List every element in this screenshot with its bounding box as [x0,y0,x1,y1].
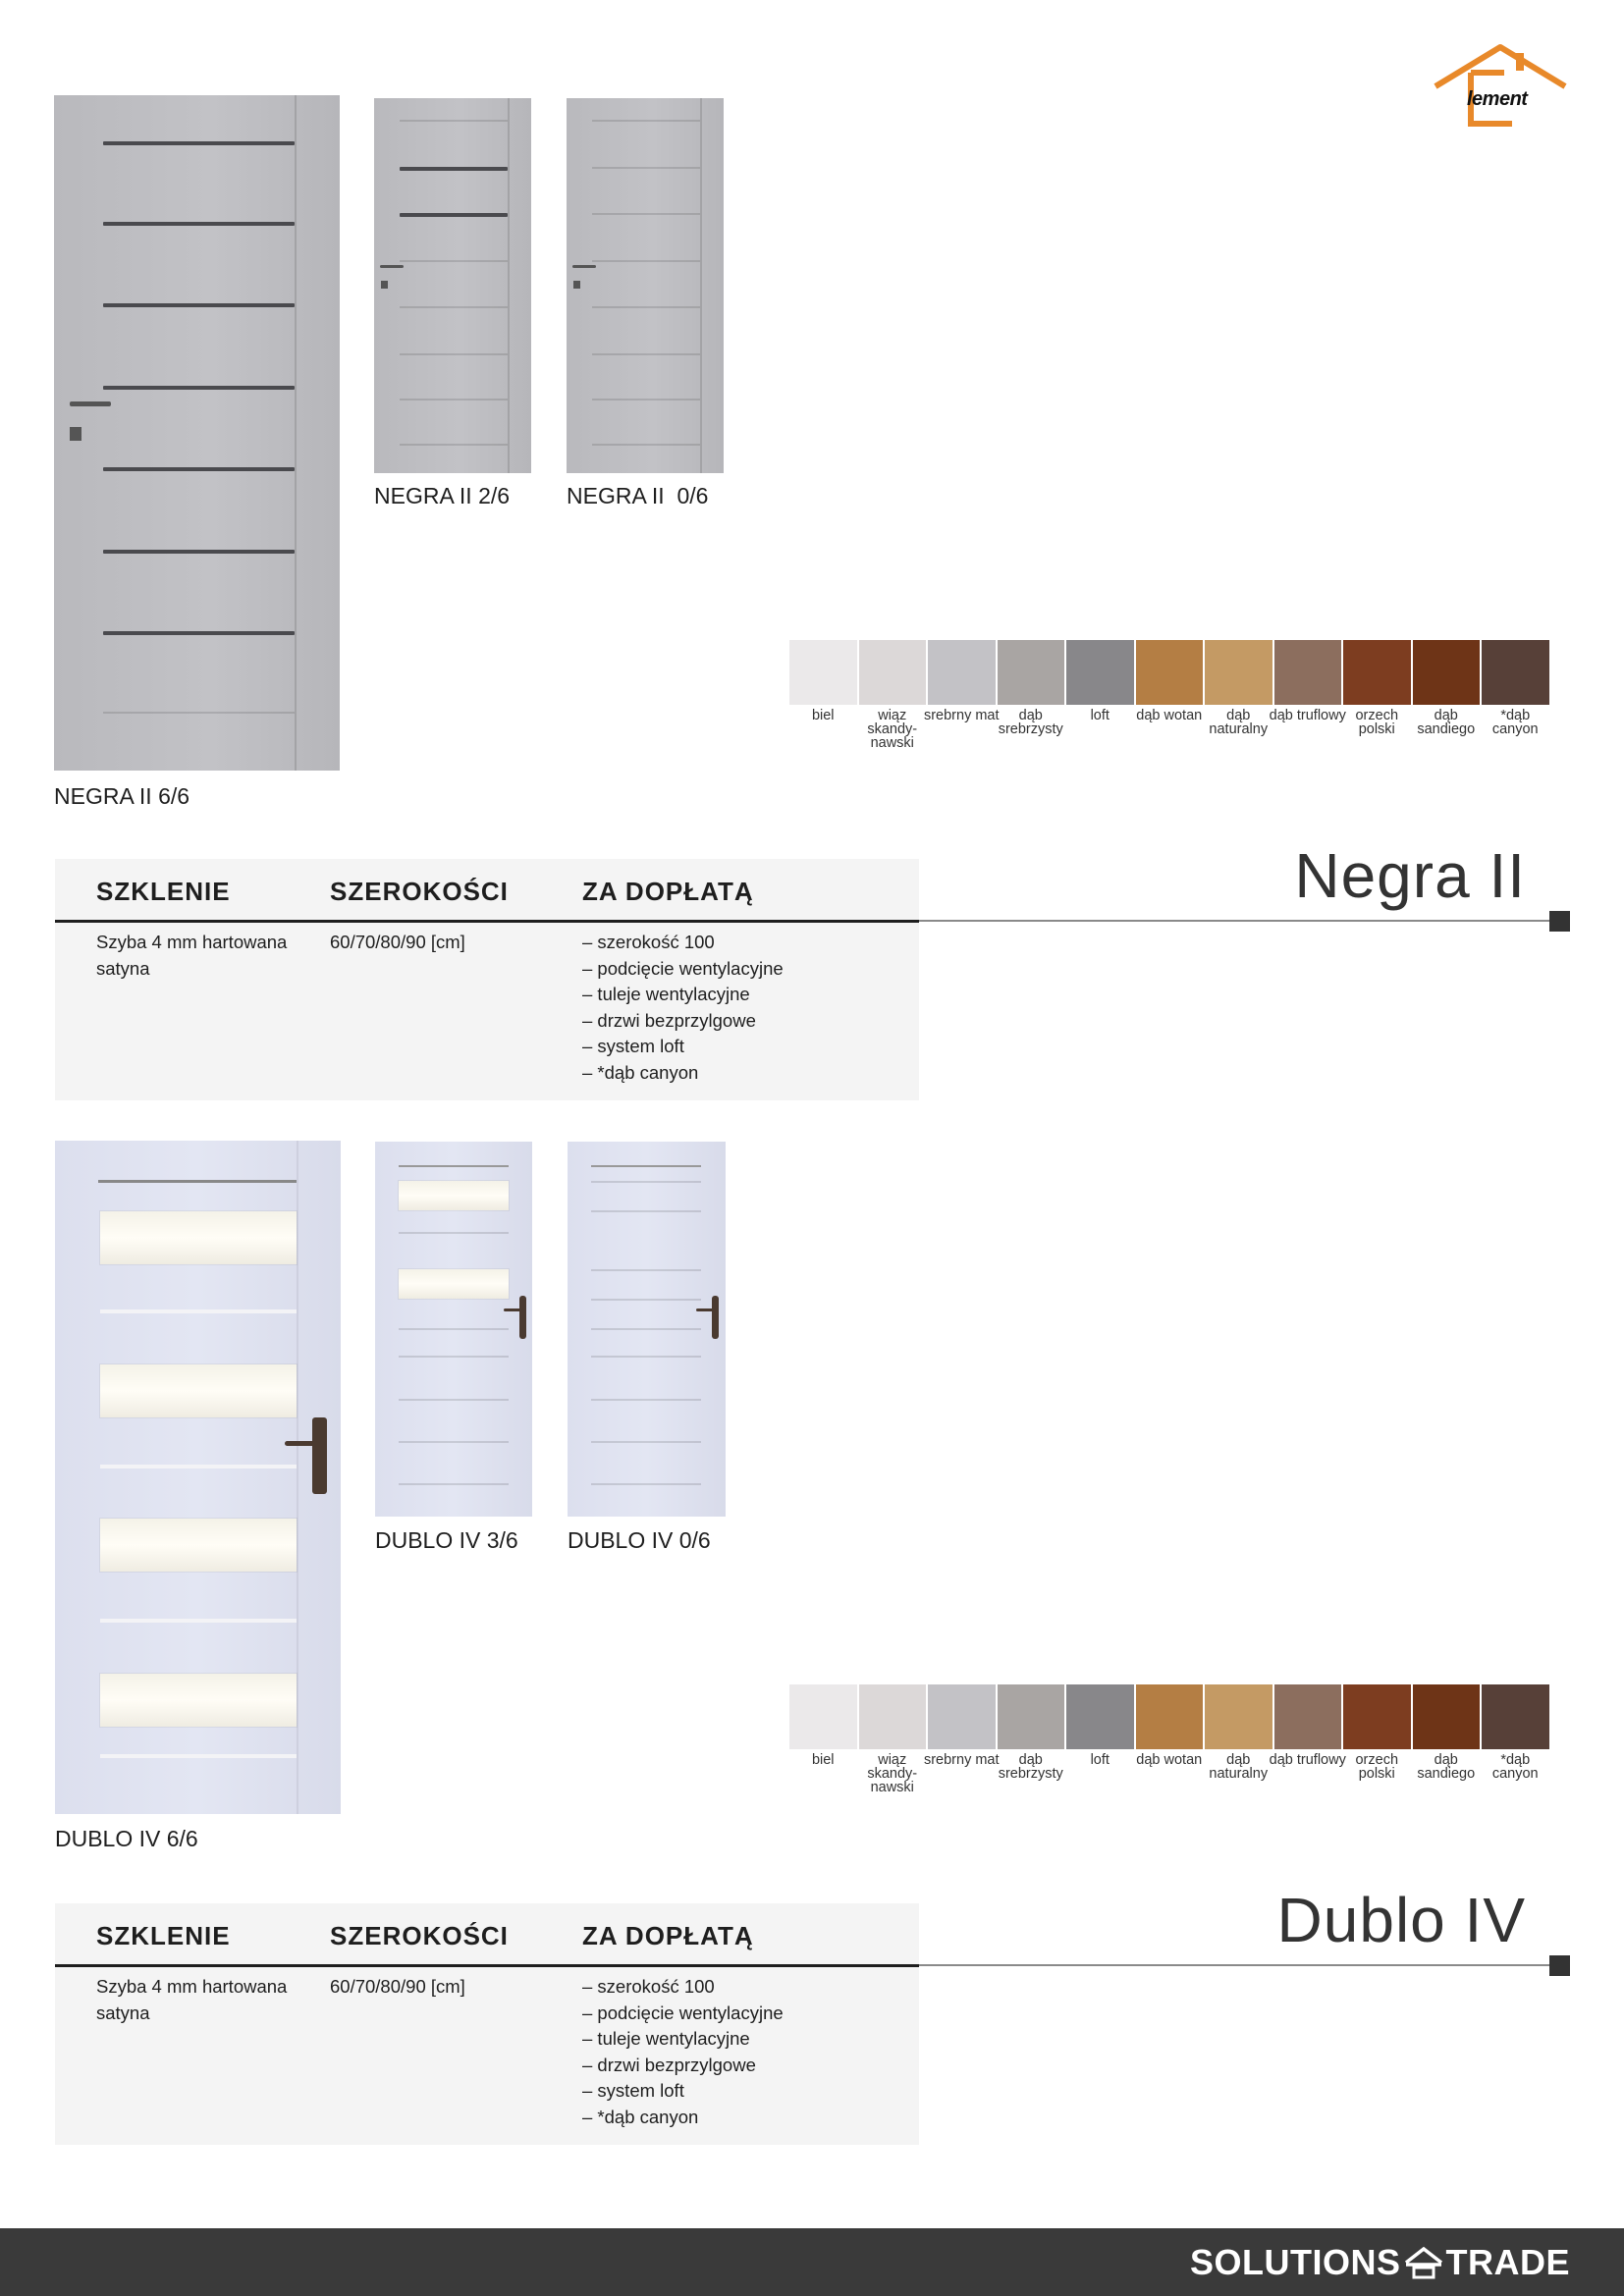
swatch-label: wiąz skandy-nawski [867,1752,918,1795]
swatch-label: dąb wotan [1136,708,1203,723]
extras-list [582,930,784,1086]
swatch [1066,640,1134,750]
swatch-chip [859,1684,927,1749]
swatch [1413,1684,1481,1794]
glazing-value: Szyba 4 mm hartowana satyna [96,1976,288,2023]
list-item: – *dąb canyon [582,2106,699,2127]
widths-value: 60/70/80/90 [cm] [330,932,465,952]
title-rule [919,920,1555,922]
swatch-chip [928,1684,996,1749]
list-item: – szerokość 100 [582,1976,715,1997]
swatch [1205,640,1272,750]
logo-text: lement [1467,88,1528,110]
house-roof-icon [1432,41,1569,132]
widths-value: 60/70/80/90 [cm] [330,1976,465,1997]
swatch-chip [928,640,996,705]
swatch [1482,1684,1549,1794]
door-caption-dublo-0-6: DUBLO IV 0/6 [568,1527,711,1553]
swatch-label: loft [1090,708,1110,723]
header-extra: ZA DOPŁATĄ [582,1921,754,1950]
swatch [859,640,927,750]
swatch-chip [1343,1684,1411,1749]
door-dublo-0-6 [568,1142,726,1517]
swatch-label: *dąb canyon [1491,708,1539,737]
swatch-label: dąb srebrzysty [998,708,1063,737]
swatch [1269,1684,1346,1794]
swatch-label: biel [811,1752,835,1768]
swatch-chip [1066,640,1134,705]
swatch-label: loft [1090,1752,1110,1768]
divider [55,920,919,923]
door-caption-dublo-6-6: DUBLO IV 6/6 [55,1826,198,1851]
swatch-label: dąb truflowy [1269,708,1346,723]
swatch-label: orzech polski [1355,1752,1399,1782]
swatch-chip [1274,1684,1342,1749]
list-item: – system loft [582,1036,684,1056]
swatch-chip [789,1684,857,1749]
swatch [998,640,1065,750]
door-negra-2-6 [374,98,531,473]
swatch-chip [1066,1684,1134,1749]
list-item: – tuleje wentylacyjne [582,2028,750,2049]
swatch-chip [1343,640,1411,705]
swatch-chip [1482,640,1549,705]
title-square [1549,911,1570,932]
title-rule [919,1964,1555,1966]
extras-list [582,1974,784,2130]
door-negra-0-6 [567,98,724,473]
swatch-chip [998,640,1065,705]
swatch-label: biel [811,708,835,723]
header-widths: SZEROKOŚCI [330,877,509,906]
door-caption-negra-6-6: NEGRA II 6/6 [54,783,190,809]
series-title-dublo: Dublo IV [1276,1885,1526,1955]
swatch-chip [998,1684,1065,1749]
swatch [789,640,857,750]
list-item: – szerokość 100 [582,932,715,952]
swatch-chip [859,640,927,705]
footer-brand-right: TRADE [1445,2242,1570,2282]
swatch-label: dąb naturalny [1209,708,1269,737]
door-dublo-3-6 [375,1142,532,1517]
list-item: – drzwi bezprzylgowe [582,1009,756,1031]
swatch-chip [1274,640,1342,705]
swatch [998,1684,1065,1794]
swatch-chip [1413,640,1481,705]
swatch-chip [1136,1684,1204,1749]
swatch [1482,640,1549,750]
house-icon [1404,2246,1443,2279]
title-square [1549,1955,1570,1976]
swatch [1343,1684,1411,1794]
list-item: – tuleje wentylacyjne [582,984,750,1004]
divider [55,1964,919,1967]
swatch-chip [1205,1684,1272,1749]
swatch [789,1684,857,1794]
list-item: – *dąb canyon [582,1061,699,1083]
swatch-label: dąb truflowy [1269,1752,1346,1768]
swatch [1205,1684,1272,1794]
door-caption-negra-2-6: NEGRA II 2/6 [374,483,511,508]
swatch-chip [1136,640,1204,705]
swatch-label: wiąz skandy-nawski [867,708,918,751]
swatch [923,1684,1000,1794]
footer-bar [0,2228,1624,2296]
swatch [923,640,1000,750]
swatch [1269,640,1346,750]
swatch [1136,640,1204,750]
footer-brand [1190,2242,1570,2283]
swatch-label: dąb naturalny [1209,1752,1269,1782]
swatch-label: dąb sandiego [1417,1752,1476,1782]
swatch [1066,1684,1134,1794]
footer-brand-left: SOLUTIONS [1189,2242,1401,2282]
list-item: – podcięcie wentylacyjne [582,957,784,979]
list-item: – system loft [582,2080,684,2101]
swatch-label: dąb sandiego [1417,708,1476,737]
swatch-chip [1482,1684,1549,1749]
header-glazing: SZKLENIE [96,1921,231,1950]
element-logo [1432,41,1569,132]
spec-table-dublo [55,1903,919,2145]
swatch-chip [1205,640,1272,705]
swatch-label: *dąb canyon [1491,1752,1539,1782]
series-title-negra: Negra II [1294,840,1526,911]
door-dublo-6-6 [55,1141,341,1814]
door-negra-6-6 [54,95,340,771]
swatch [1136,1684,1204,1794]
swatch-label: srebrny mat [923,708,1000,723]
swatch [1343,640,1411,750]
header-glazing: SZKLENIE [96,877,231,906]
spec-table-negra [55,859,919,1100]
swatch-chip [1413,1684,1481,1749]
color-swatches-negra [789,640,1549,750]
swatch-chip [789,640,857,705]
door-caption-dublo-3-6: DUBLO IV 3/6 [375,1527,518,1553]
swatch [1413,640,1481,750]
swatch-label: dąb wotan [1136,1752,1203,1768]
color-swatches-dublo [789,1684,1549,1794]
header-widths: SZEROKOŚCI [330,1921,509,1950]
list-item: – podcięcie wentylacyjne [582,2002,784,2023]
glazing-value: Szyba 4 mm hartowana satyna [96,932,288,979]
swatch-label: srebrny mat [923,1752,1000,1768]
swatch [859,1684,927,1794]
swatch-label: dąb srebrzysty [998,1752,1063,1782]
door-caption-negra-0-6: NEGRA II 0/6 [567,483,709,508]
swatch-label: orzech polski [1355,708,1399,737]
header-extra: ZA DOPŁATĄ [582,877,754,906]
list-item: – drzwi bezprzylgowe [582,2054,756,2075]
